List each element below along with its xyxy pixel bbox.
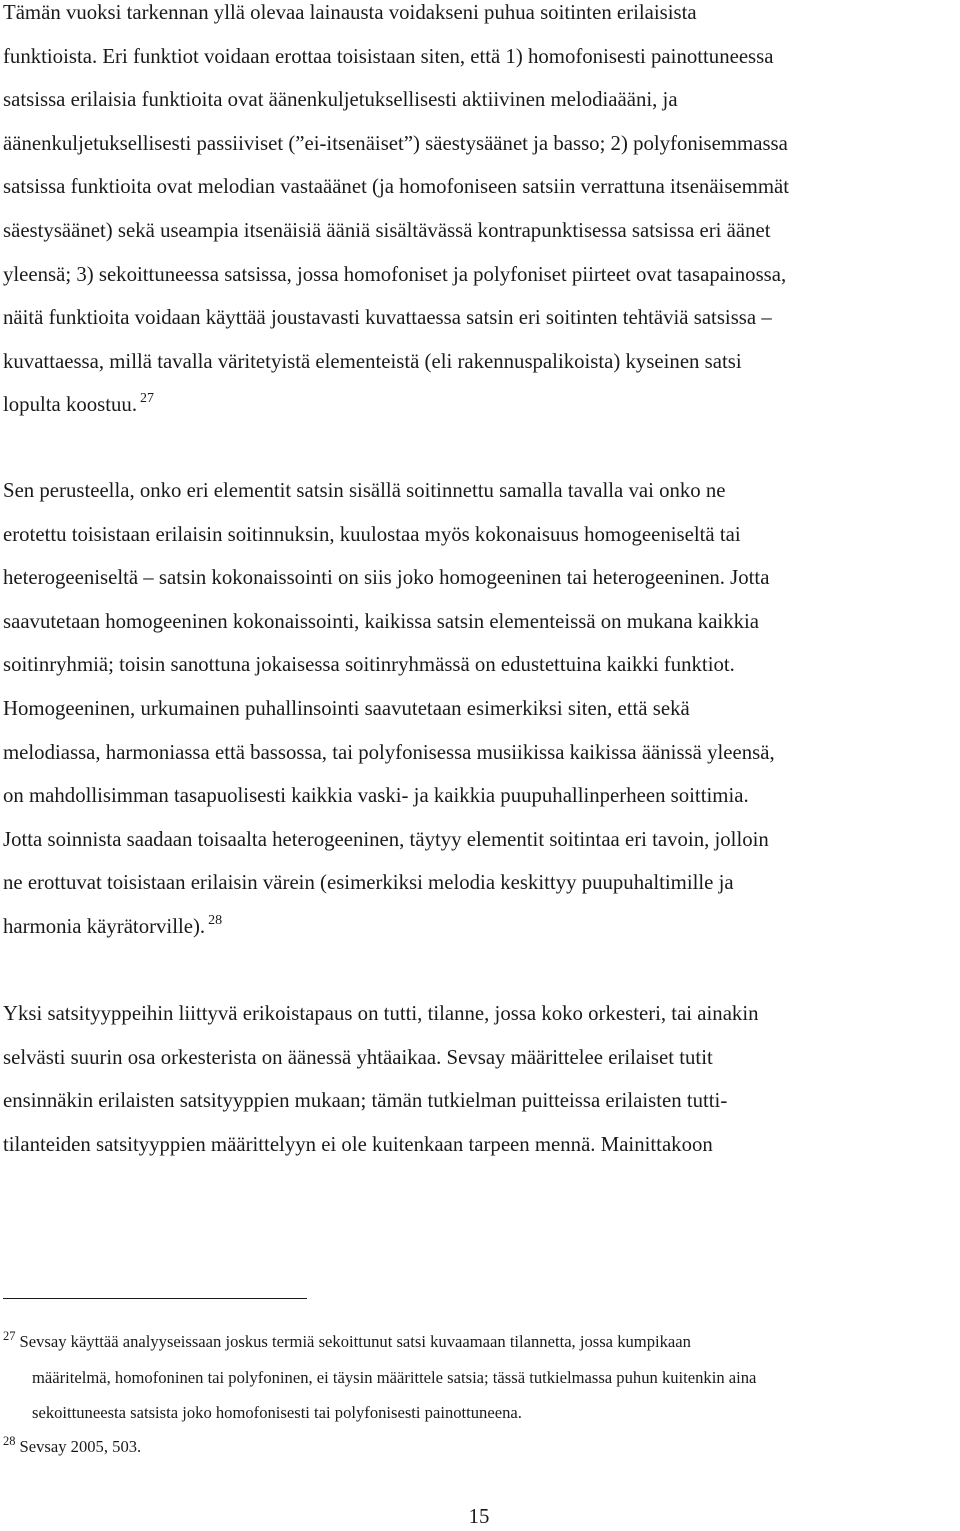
text-line: erotettu toisistaan erilaisin soitinnuksin, kuulostaa myös kokonaisuus homogeeniseltä tai xyxy=(3,522,741,546)
text-line-last xyxy=(3,383,955,430)
text-line: on mahdollisimman tasapuolisesti kaikkia vaski- ja kaikkia puupuhallinperheen soittimia. xyxy=(3,784,749,808)
text-line: äänenkuljetuksellisesti passiiviset (”ei-itsenäiset”) säestysäänet ja basso; 2) polyfonisemmassa xyxy=(3,131,788,155)
text-line-last xyxy=(3,905,955,952)
text-line: lopulta koostuu. xyxy=(3,393,138,417)
text-line: Jotta soinnista saadaan toisaalta heterogeeninen, täytyy elementit soitintaa eri tavoin, jolloin xyxy=(3,827,769,851)
text-line: säestysäänet) sekä useampia itsenäisiä ääniä sisältävässä kontrapunktisessa satsissa eri äänet xyxy=(3,218,771,242)
footnote-text: Sevsay käyttää analyyseissaan joskus termiä sekoittunut satsi kuvaamaan tilannetta, jossa kumpikaan xyxy=(19,1332,691,1351)
text-line: selvästi suurin osa orkesterista on äänessä yhtäaikaa. Sevsay määrittelee erilaiset tutit xyxy=(3,1045,713,1069)
text-line: satsissa erilaisia funktioita ovat äänenkuljetuksellisesti aktiivinen melodiaääni, ja xyxy=(3,88,678,112)
footnote-text: määritelmä, homofoninen tai polyfoninen, ei täysin määrittele satsia; tässä tutkielmassa puhun kuitenkin aina xyxy=(32,1367,757,1387)
document-page xyxy=(3,0,955,1531)
paragraph-3 xyxy=(3,992,955,1166)
text-line: funktioista. Eri funktiot voidaan erottaa toisistaan siten, että 1) homofonisesti painottuneessa xyxy=(3,44,774,68)
footnotes xyxy=(3,1325,955,1466)
text-line: heterogeeniseltä – satsin kokonaissointi on siis joko homogeeninen tai heterogeeninen. Jotta xyxy=(3,566,770,590)
text-line: Homogeeninen, urkumainen puhallinsointi saavutetaan esimerkiksi siten, että sekä xyxy=(3,696,690,720)
text-line: kuvattaessa, millä tavalla väritetyistä elementeistä (eli rakennuspalikoista) kyseinen satsi xyxy=(3,349,742,373)
text-line: Tämän vuoksi tarkennan yllä olevaa lainausta voidakseni puhua soitinten erilaisista xyxy=(3,1,697,24)
text-line: harmonia käyrätorville). xyxy=(3,914,206,938)
footnote-reference[interactable]: 27 xyxy=(140,391,155,407)
text-line: yleensä; 3) sekoittuneessa satsissa, jossa homofoniset ja polyfoniset piirteet ovat tasapainossa, xyxy=(3,262,787,286)
text-line: ensinnäkin erilaisten satsityyppien mukaan; tämän tutkielman puitteissa erilaisten tutti- xyxy=(3,1089,728,1113)
footnote-number: 28 xyxy=(3,1434,16,1449)
page-number: 15 xyxy=(468,1505,490,1528)
footnote-separator xyxy=(3,1298,307,1299)
footnote-text: Sevsay 2005, 503. xyxy=(19,1437,142,1457)
footnote-reference[interactable]: 28 xyxy=(208,912,223,928)
text-line: satsissa funktioita ovat melodian vastaäänet (ja homofoniseen satsiin verrattuna itsenäisemmät xyxy=(3,175,790,199)
text-line: tilanteiden satsityyppien määrittelyyn ei ole kuitenkaan tarpeen mennä. Mainittakoon xyxy=(3,1132,713,1156)
paragraph-2 xyxy=(3,469,955,952)
text-line: soitinryhmiä; toisin sanottuna jokaisessa soitinryhmässä on edustettuina kaikki funktiot. xyxy=(3,653,735,677)
text-line: melodiassa, harmoniassa että bassossa, tai polyfonisessa musiikissa kaikissa äänissä yleensä, xyxy=(3,740,775,764)
paragraph-1 xyxy=(3,0,955,430)
text-line: ne erottuvat toisistaan erilaisin värein (esimerkiksi melodia keskittyy puupuhaltimille ja xyxy=(3,871,734,895)
text-line: Yksi satsityyppeihin liittyvä erikoistapaus on tutti, tilanne, jossa koko orkesteri, tai ainakin xyxy=(3,1002,759,1025)
text-line: Sen perusteella, onko eri elementit satsin sisällä soitinnettu samalla tavalla vai onko ne xyxy=(3,479,726,502)
footnote-28 xyxy=(3,1430,955,1466)
footnote-text: sekoittuneesta satsista joko homofonisesti tai polyfonisesti painottuneena. xyxy=(32,1402,522,1422)
text-line: näitä funktioita voidaan käyttää joustavasti kuvattaessa satsin eri soitinten tehtäviä satsissa – xyxy=(3,306,772,330)
footnote-number: 27 xyxy=(3,1329,16,1343)
footnote-27 xyxy=(3,1325,955,1361)
text-line: saavutetaan homogeeninen kokonaissointi, kaikissa satsin elementeissä on mukana kaikkia xyxy=(3,609,760,633)
